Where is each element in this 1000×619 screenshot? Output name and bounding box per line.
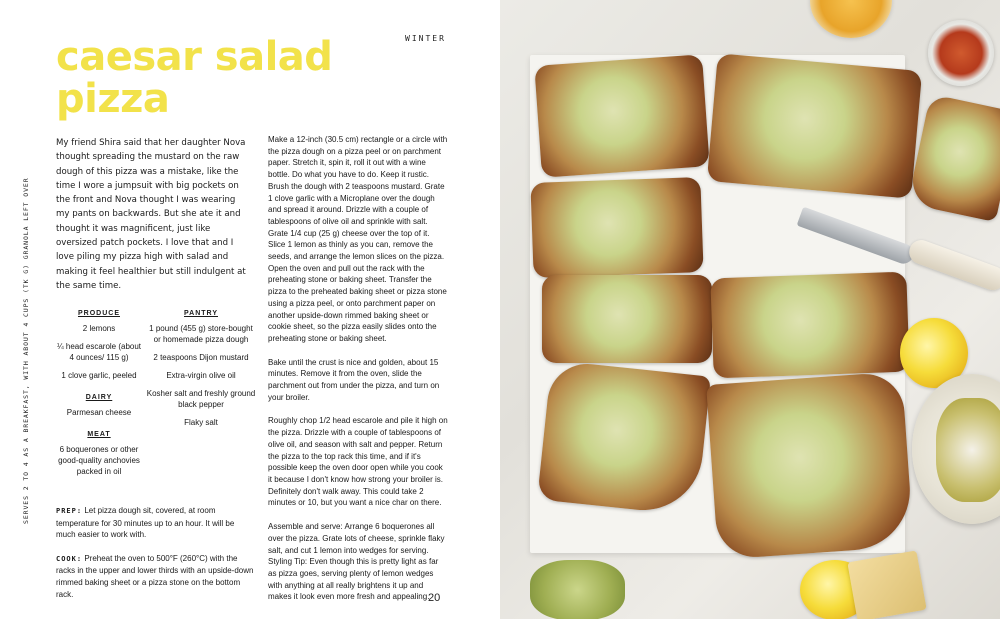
ingredient-item: ¼ head escarole (about 4 ounces/ 115 g) xyxy=(56,342,142,362)
page-number: 20 xyxy=(428,592,441,604)
intro-paragraph: My friend Shira said that her daughter Nova thought spreading the mustard on the raw dough of this pizza was a mistake, like the time I wore a jumpsuit with big pockets on the front and Nova thought I was wearing my pants on backwards. But she ate it and thought it was magnificent, just like oversized patch pockets. I love that and I love piling my pizza high with salad and making it feel healthier but still indulgent at the same time. xyxy=(56,138,246,291)
prep-notes xyxy=(56,505,256,612)
method-paragraph: Roughly chop 1/2 head escarole and pile it high on the pizza. Drizzle with a couple of tablespoons of olive oil, and season with salt and pepper. Return the pizza to the top rack this time, and if it's possible keep the oven door open while you cook it because I don't know how strong your broiler is. Definitely don't walk away. This could take 2 minutes or 10, but you want a nice char on there. xyxy=(268,416,448,508)
ingredients-column-left xyxy=(56,308,142,484)
chili-flakes-jar xyxy=(928,20,994,86)
prep-text: Let pizza dough sit, covered, at room temperature for 30 minutes up to an hour. It will be much easier to work with. xyxy=(56,506,235,540)
escarole-leaves xyxy=(530,560,625,619)
parmesan-wedge xyxy=(847,550,926,619)
ingredient-item: Extra-virgin olive oil xyxy=(166,371,236,380)
dairy-heading: DAIRY xyxy=(85,394,113,401)
ingredient-item: 1 clove garlic, peeled xyxy=(61,371,137,380)
pizza-slice xyxy=(530,177,703,278)
cook-label: COOK: xyxy=(56,554,83,563)
anchovies xyxy=(936,398,1000,502)
cook-text: Preheat the oven to 500°F (260°C) with the racks in the upper and lower thirds with an upside-down rimmed baking sheet or a pizza stone on the bottom rack. xyxy=(56,553,254,599)
ingredient-item: 2 lemons xyxy=(82,324,116,333)
produce-heading: PRODUCE xyxy=(77,310,120,317)
pizza-slice xyxy=(542,275,712,363)
ingredient-item: 6 boquerones or other good-quality anchovies packed in oil xyxy=(58,445,140,476)
ingredient-item: 2 teaspoons Dijon mustard xyxy=(153,353,249,362)
ingredient-item: Flaky salt xyxy=(184,418,218,427)
ingredient-item: Parmesan cheese xyxy=(66,408,132,417)
cook-step xyxy=(56,553,256,600)
pizza-slice xyxy=(534,54,709,177)
method-paragraph: Make a 12-inch (30.5 cm) rectangle or a circle with the pizza dough on a pizza peel or on parchment paper. Stretch it, spin it, roll it out with a wine bottle. Do what you have to do. Keep it rustic. Brush the dough with 2 teaspoons mustard. Grate 1 clove garlic with a Microplane over the dough and spread it around. Drizzle with a couple of tablespoons of olive oil and sprinkle with salt. Grate 1/4 cup (25 g) cheese over the top of it. Slice 1 lemon as thinly as you can, remove the seeds, and arrange the lemon slices on the pizza. Open the oven and pull out the rack with the preheating stone or baking sheet. Transfer the pizza to the preheated baking sheet or pizza stone using a pizza peel, or onto parchment paper on another upside-down rimmed baking sheet or cookie sheet, so the pizza easily slides onto the preheating stone or baking sheet. xyxy=(268,135,448,343)
meat-heading: MEAT xyxy=(87,431,111,438)
method-paragraph: Assemble and serve: Arrange 6 boquerones all over the pizza. Grate lots of cheese, sprinkle flaky salt, and cut 1 lemon into wedges for serving. Styling Tip: Even though this is pretty light as far as pizza goes, serving plenty of lemon wedges with anything at all really brightens it up and makes it look even more fresh and appealing. xyxy=(268,522,445,602)
ingredients-column-right xyxy=(146,308,256,435)
pizza-slice xyxy=(710,272,909,379)
pizza-slice xyxy=(707,53,922,198)
prep-label: PREP: xyxy=(56,507,83,515)
method-paragraph: Bake until the crust is nice and golden, about 15 minutes. Remove it from the oven, slide the parchment out from under the pizza, and turn on your broiler. xyxy=(268,357,440,402)
ingredient-item: 1 pound (455 g) store-bought or homemade pizza dough xyxy=(149,324,253,344)
method-steps xyxy=(268,134,448,615)
food-photo xyxy=(500,0,1000,619)
section-label: WINTER xyxy=(405,34,446,43)
pantry-heading: PANTRY xyxy=(184,310,218,317)
recipe-title: caesar salad pizza xyxy=(56,34,333,122)
ingredient-item: Kosher salt and freshly ground black pepper xyxy=(146,389,256,409)
pizza-slice xyxy=(537,360,711,516)
serves-line: SERVES 2 TO 4 AS A BREAKFAST, WITH ABOUT 4 CUPS (TK G) GRANOLA LEFT OVER xyxy=(22,177,30,524)
pizza-slice xyxy=(706,371,914,559)
prep-step xyxy=(56,505,256,541)
